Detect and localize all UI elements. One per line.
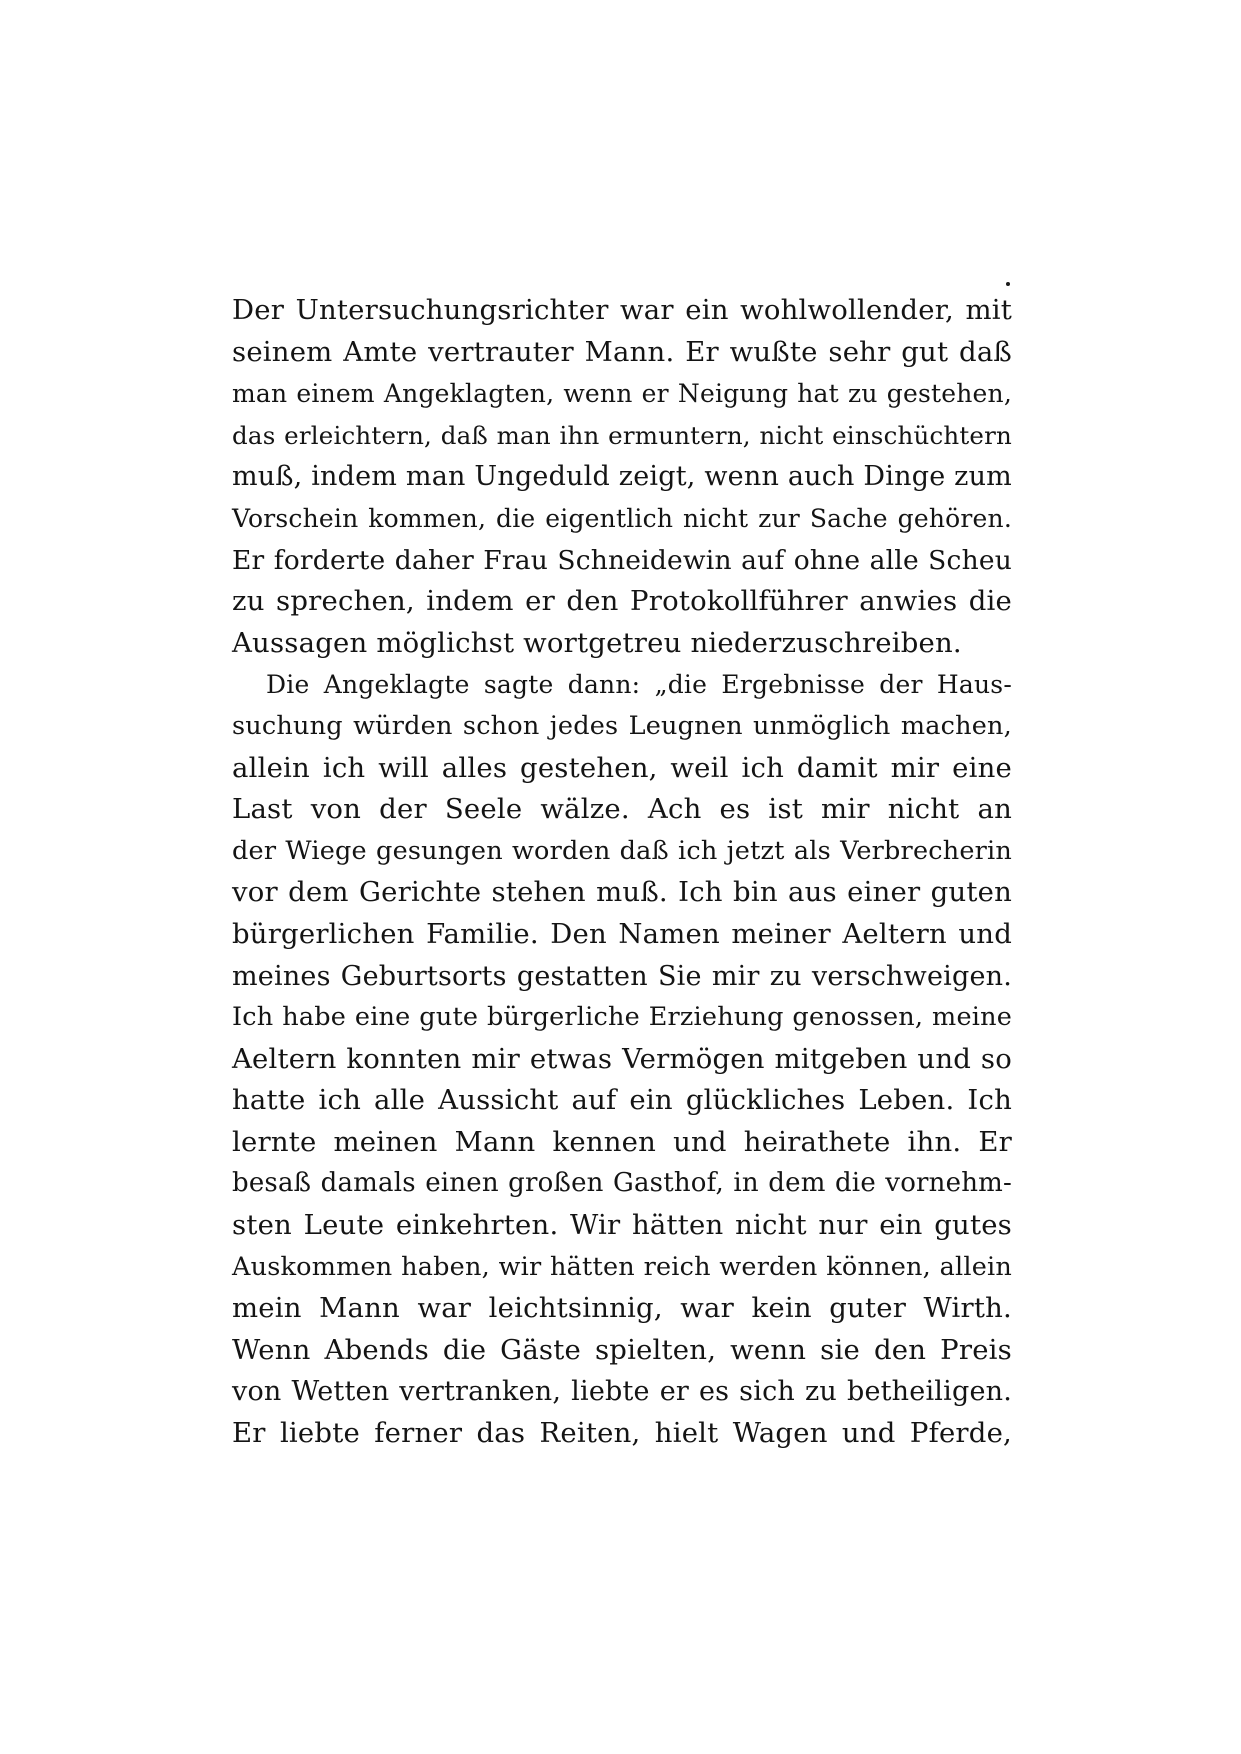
text-line: von Wetten vertranken, liebte er es sich zu betheiligen.: [232, 1376, 1012, 1408]
text-line: zu sprechen, indem er den Protokollführer anwies die: [232, 585, 1012, 618]
text-line: besaß damals einen großen Gasthof, in dem die vornehm-: [232, 1168, 1012, 1199]
text-line: hatte ich alle Aussicht auf ein glückliches Leben. Ich: [232, 1084, 1012, 1117]
paragraph-1: [232, 290, 1012, 664]
text-line: suchung würden schon jedes Leugnen unmöglich machen,: [232, 710, 1012, 741]
text-line: meines Geburtsorts gestatten Sie mir zu verschweigen.: [232, 960, 1012, 992]
paragraph-2: [232, 664, 1012, 1454]
text-line: Der Untersuchungsrichter war ein wohlwollender, mit: [232, 294, 1012, 326]
text-line: Auskommen haben, wir hätten reich werden können, allein: [232, 1251, 1012, 1282]
text-line: bürgerlichen Familie. Den Namen meiner Aeltern und: [232, 917, 1012, 950]
text-line: Last von der Seele wälze. Ach es ist mir nicht an: [232, 793, 1012, 826]
text-line: Vorschein kommen, die eigentlich nicht zur Sache gehören.: [232, 503, 1012, 533]
text-line: sten Leute einkehrten. Wir hätten nicht nur ein gutes: [232, 1209, 1012, 1242]
body-text: [232, 290, 1012, 1455]
text-line: Er liebte ferner das Reiten, hielt Wagen und Pferde,: [232, 1417, 1012, 1450]
text-line: allein ich will alles gestehen, weil ich damit mir eine: [232, 751, 1012, 784]
text-line: der Wiege gesungen worden daß ich jetzt als Verbrecherin: [232, 835, 1012, 866]
text-line: mein Mann war leichtsinnig, war kein guter Wirth.: [232, 1292, 1012, 1325]
text-line: Er forderte daher Frau Schneidewin auf ohne alle Scheu: [232, 544, 1012, 576]
text-line: muß, indem man Ungeduld zeigt, wenn auch Dinge zum: [232, 461, 1012, 493]
text-line: Aussagen möglichst wortgetreu niederzuschreiben.: [232, 626, 962, 659]
ink-speck: [1006, 282, 1010, 286]
text-line: man einem Angeklagten, wenn er Neigung hat zu gestehen,: [232, 379, 1012, 409]
text-line: das erleichtern, daß man ihn ermuntern, nicht einschüchtern: [232, 420, 1012, 450]
text-line: lernte meinen Mann kennen und heirathete ihn. Er: [232, 1125, 1012, 1158]
text-line: Die Angeklagte sagte dann: „die Ergebnisse der Haus-: [266, 670, 1012, 700]
text-line: seinem Amte vertrauter Mann. Er wußte sehr gut daß: [232, 335, 1012, 368]
text-line: Wenn Abends die Gäste spielten, wenn sie den Preis: [232, 1333, 1012, 1366]
text-line: Ich habe eine gute bürgerliche Erziehung genossen, meine: [232, 1002, 1012, 1033]
text-line: Aeltern konnten mir etwas Vermögen mitgeben und so: [232, 1042, 1012, 1075]
text-line: vor dem Gerichte stehen muß. Ich bin aus einer guten: [232, 876, 1012, 909]
